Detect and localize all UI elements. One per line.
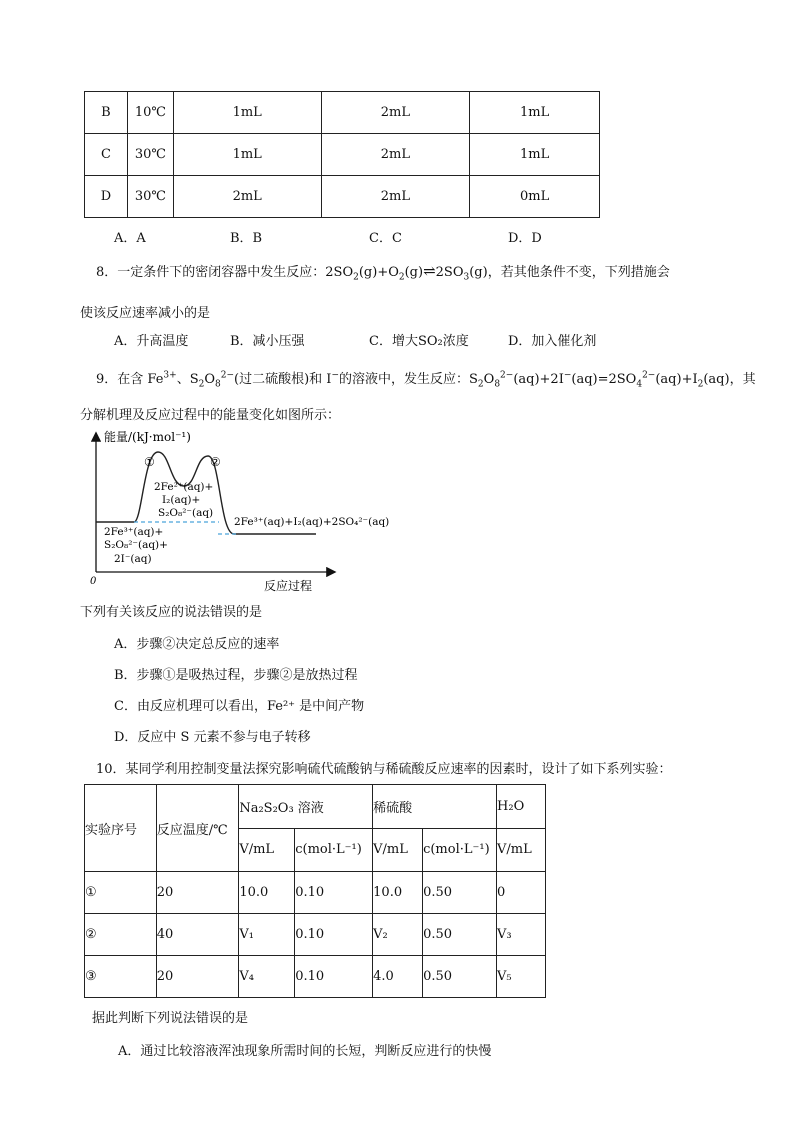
experiment-table-1	[84, 91, 600, 218]
table-row	[85, 914, 546, 956]
intermediate-label: 2Fe²⁺(aq)+	[154, 481, 214, 493]
header-volume: V/mL	[497, 828, 546, 872]
table-cell: 2mL	[173, 176, 321, 218]
table-cell: 40	[156, 914, 239, 956]
product-label: 2Fe³⁺(aq)+I₂(aq)+2SO₄²⁻(aq)	[234, 516, 390, 528]
table-cell: V₃	[497, 914, 546, 956]
table-header-row	[85, 785, 546, 829]
header-na2s2o3: Na₂S₂O₃ 溶液	[239, 785, 373, 829]
q9-stem-line2: 分解机理及反应过程中的能量变化如图所示：	[80, 408, 341, 423]
q9-text: 3+	[163, 370, 177, 381]
origin-label: 0	[90, 576, 97, 587]
intermediate-label: S₂O₈²⁻(aq)	[158, 507, 214, 519]
step2-label: ②	[210, 455, 221, 469]
table-cell: 1mL	[470, 92, 600, 134]
q8-option-b[interactable]: B．减小压强	[230, 334, 305, 349]
table-cell: V₄	[239, 956, 295, 998]
q7-option-d[interactable]: D．D	[508, 231, 542, 246]
table-cell: V₁	[239, 914, 295, 956]
table-cell: 2mL	[321, 134, 470, 176]
table-row	[85, 872, 546, 914]
q8-option-c[interactable]: C．增大SO₂浓度	[369, 334, 469, 349]
table-cell: 0.10	[295, 914, 373, 956]
reactant-label: 2Fe³⁺(aq)+	[104, 526, 164, 538]
table-row	[85, 176, 600, 218]
q8-option-d[interactable]: D．加入催化剂	[508, 334, 597, 349]
table-row	[85, 134, 600, 176]
header-concentration: c(mol·L⁻¹)	[295, 828, 373, 872]
q9-text: 9．在含 Fe	[96, 372, 164, 387]
header-h2so4: 稀硫酸	[373, 785, 497, 829]
q8-suffix: ，若其他条件不变，下列措施会	[487, 265, 670, 280]
table-cell: 20	[156, 956, 239, 998]
q9-stem: 9．在含 $Fe^{3+}$、$S_2O_8^{2-}$(过二硫酸根)和 I−的溶液中，发生反应：$S_2O_8^{2-}(aq)+2I^-(aq)=2SO_4^{2-}(aq)+I_2(aq)$，其	[96, 370, 756, 390]
table-cell: B	[85, 92, 128, 134]
table-cell: 1mL	[173, 92, 321, 134]
table-cell: ①	[85, 872, 157, 914]
q9-equation: $S_2O_8^{2-}(aq)+2I^-(aq)=2SO_4^{2-}(aq)+I_2(aq)$	[469, 370, 730, 390]
q7-option-b[interactable]: B．B	[230, 231, 263, 246]
step1-label: ①	[144, 455, 155, 469]
header-water: H₂O	[497, 785, 546, 829]
q7-option-c[interactable]: C．C	[369, 231, 402, 246]
table-cell: ②	[85, 914, 157, 956]
reactant-label: S₂O₈²⁻(aq)+	[104, 539, 168, 551]
table-cell: 1mL	[173, 134, 321, 176]
table-cell: 10℃	[127, 92, 173, 134]
q9-option-d[interactable]: D．反应中 S 元素不参与电子转移	[114, 730, 311, 745]
experiment-table-2	[84, 784, 546, 998]
table-cell: 2mL	[321, 92, 470, 134]
q9-text: 、S	[176, 372, 199, 387]
reactant-label: 2I⁻(aq)	[114, 553, 152, 565]
q8-equation: $2SO_2(g)+O_2(g)\rightleftharpoons 2SO_3(g)$	[325, 262, 488, 283]
header-seq: 实验序号	[85, 785, 157, 872]
table-cell: 10.0	[239, 872, 295, 914]
q9-text: (过二硫酸根)和 I	[234, 372, 332, 387]
table-cell: V₅	[497, 956, 546, 998]
q7-option-a[interactable]: A．A	[114, 231, 146, 246]
table-cell: 1mL	[470, 134, 600, 176]
x-axis-label: 反应过程	[264, 579, 313, 593]
header-temp: 反应温度/℃	[156, 785, 239, 872]
q8-prefix: 8．一定条件下的密闭容器中发生反应：	[96, 265, 326, 280]
table-cell: 20	[156, 872, 239, 914]
intermediate-label: I₂(aq)+	[162, 494, 201, 506]
q9-text: ，其	[729, 372, 756, 387]
table-cell: 0.10	[295, 956, 373, 998]
table-cell: 30℃	[127, 134, 173, 176]
table-cell: 10.0	[373, 872, 423, 914]
table-cell: 0mL	[470, 176, 600, 218]
q8-stem	[96, 261, 670, 283]
table-cell: C	[85, 134, 128, 176]
q9-option-c[interactable]: C．由反应机理可以看出，Fe²⁺ 是中间产物	[114, 699, 365, 714]
table-cell: 0.10	[295, 872, 373, 914]
q8-option-a[interactable]: A．升高温度	[114, 334, 189, 349]
table-cell: ③	[85, 956, 157, 998]
table-row	[85, 956, 546, 998]
q10-question: 据此判断下列说法错误的是	[92, 1011, 249, 1026]
y-axis-label: 能量/(kJ·mol⁻¹)	[104, 430, 191, 444]
q8-stem-line2: 使该反应速率减小的是	[80, 306, 211, 321]
q10-option-a[interactable]: A．通过比较溶液浑浊现象所需时间的长短，判断反应进行的快慢	[118, 1044, 492, 1059]
header-volume: V/mL	[239, 828, 295, 872]
q9-text: 的溶液中，发生反应：	[338, 372, 469, 387]
table-cell: V₂	[373, 914, 423, 956]
table-cell: 4.0	[373, 956, 423, 998]
q10-stem: 10．某同学利用控制变量法探究影响硫代硫酸钠与稀硫酸反应速率的因素时，设计了如下系列实验：	[96, 762, 672, 777]
q9-option-a[interactable]: A．步骤②决定总反应的速率	[114, 637, 280, 652]
header-volume: V/mL	[373, 828, 423, 872]
table-cell: 0.50	[423, 914, 497, 956]
header-concentration: c(mol·L⁻¹)	[423, 828, 497, 872]
q9-question: 下列有关该反应的说法错误的是	[80, 605, 263, 620]
table-cell: 30℃	[127, 176, 173, 218]
table-cell: 0.50	[423, 872, 497, 914]
table-cell: D	[85, 176, 128, 218]
table-row	[85, 92, 600, 134]
energy-diagram	[84, 424, 404, 596]
table-cell: 0	[497, 872, 546, 914]
q9-option-b[interactable]: B．步骤①是吸热过程，步骤②是放热过程	[114, 668, 358, 683]
table-cell: 2mL	[321, 176, 470, 218]
table-cell: 0.50	[423, 956, 497, 998]
